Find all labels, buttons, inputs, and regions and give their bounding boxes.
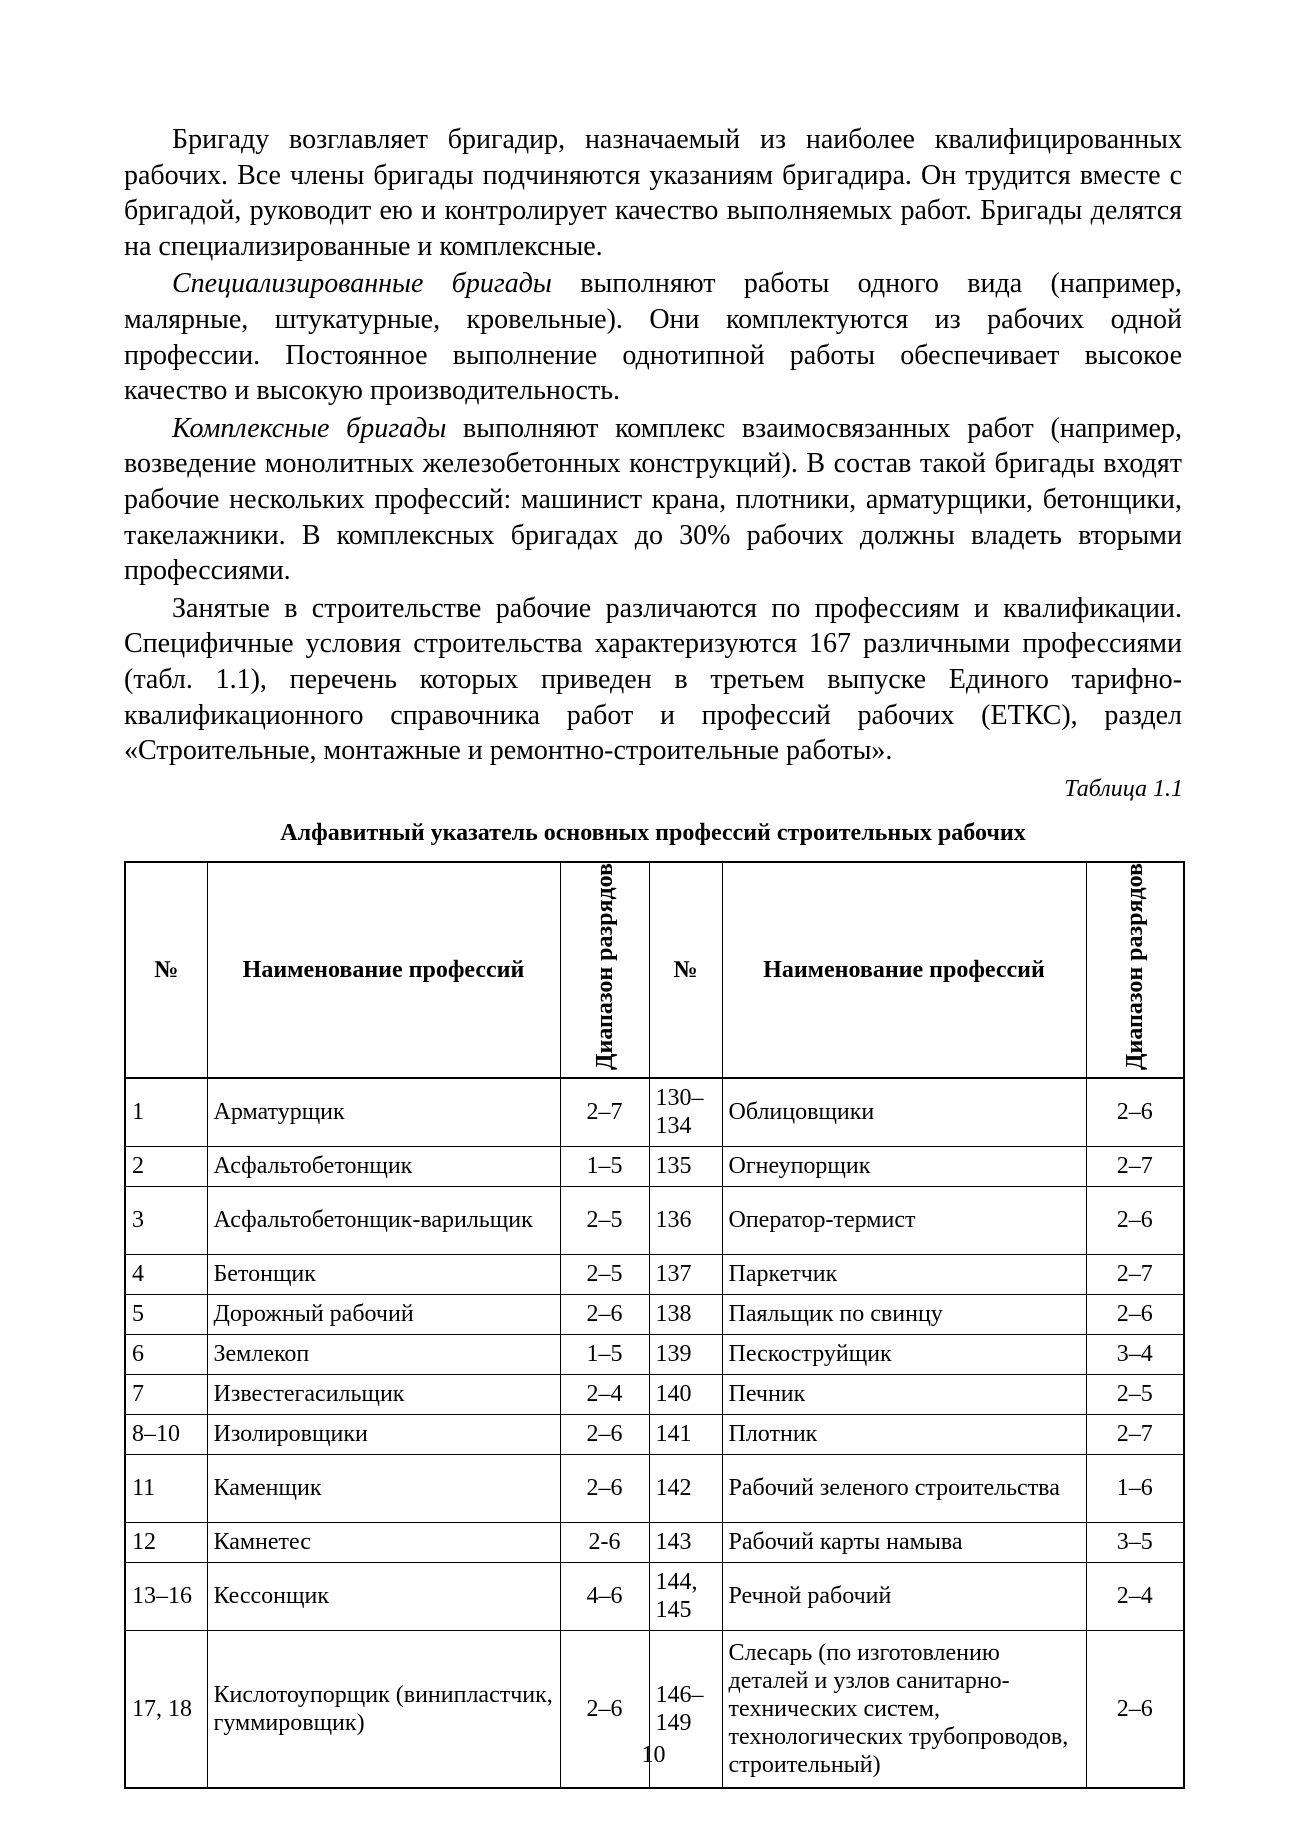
header-name-left: Наименование профессий xyxy=(207,862,560,1078)
table-row xyxy=(125,1078,1184,1146)
profession-name-right: Оператор-термист xyxy=(722,1186,1086,1254)
row-number-left: 13–16 xyxy=(125,1562,207,1630)
profession-name-left: Дорожный рабочий xyxy=(207,1294,560,1334)
row-number-right: 135 xyxy=(649,1146,722,1186)
grade-range-right: 2–6 xyxy=(1086,1294,1184,1334)
profession-name-left: Арматурщик xyxy=(207,1078,560,1146)
header-number-left: № xyxy=(125,862,207,1078)
row-number-left: 3 xyxy=(125,1186,207,1254)
grade-range-left: 2–6 xyxy=(560,1630,649,1788)
grade-range-left: 2–5 xyxy=(560,1254,649,1294)
profession-name-left: Камнетес xyxy=(207,1522,560,1562)
table-title: Алфавитный указатель основных профессий строительных рабочих xyxy=(280,820,1026,846)
profession-name-right: Паркетчик xyxy=(722,1254,1086,1294)
paragraph-1: Бригаду возглавляет бригадир, назначаемый из наиболее квалифицированных рабочих. Все члены бригады подчиняются указаниям бригадира. Он трудится вместе с бригадой, руководит ею и контролирует качество выполняемых работ. Бригады делятся на специализированные и комплексные. xyxy=(124,124,1182,262)
row-number-left: 7 xyxy=(125,1374,207,1414)
page-number: 10 xyxy=(641,1742,666,1768)
grade-range-left: 1–5 xyxy=(560,1334,649,1374)
table-row xyxy=(125,1146,1184,1186)
header-range-left xyxy=(560,862,649,1078)
profession-name-right: Плотник xyxy=(722,1414,1086,1454)
table-row xyxy=(125,1454,1184,1522)
grade-range-left: 2-6 xyxy=(560,1522,649,1562)
header-range-right xyxy=(1086,862,1184,1078)
profession-name-right: Речной рабочий xyxy=(722,1562,1086,1630)
grade-range-left: 1–5 xyxy=(560,1146,649,1186)
grade-range-right: 2–6 xyxy=(1086,1630,1184,1788)
grade-range-left: 2–6 xyxy=(560,1454,649,1522)
row-number-right: 130–134 xyxy=(649,1078,722,1146)
grade-range-left: 2–4 xyxy=(560,1374,649,1414)
header-name-right: Наименование профессий xyxy=(722,862,1086,1078)
paragraph-2-italic: Специализированные бригады xyxy=(172,268,552,300)
row-number-right: 141 xyxy=(649,1414,722,1454)
grade-range-left: 2–5 xyxy=(560,1186,649,1254)
profession-name-left: Кислотоупорщик (винипластчик, гуммировщик) xyxy=(207,1630,560,1788)
header-number-right: № xyxy=(649,862,722,1078)
profession-name-right: Рабочий зеленого строительства xyxy=(722,1454,1086,1522)
profession-name-left: Землекоп xyxy=(207,1334,560,1374)
row-number-right: 138 xyxy=(649,1294,722,1334)
body-text xyxy=(124,122,1182,769)
profession-name-right: Облицовщики xyxy=(722,1078,1086,1146)
profession-name-left: Асфальтобетонщик xyxy=(207,1146,560,1186)
row-number-left: 1 xyxy=(125,1078,207,1146)
table-row xyxy=(125,1294,1184,1334)
table-row xyxy=(125,1562,1184,1630)
grade-range-right: 2–6 xyxy=(1086,1186,1184,1254)
row-number-left: 12 xyxy=(125,1522,207,1562)
table-body xyxy=(125,1078,1184,1788)
grade-range-right: 2–6 xyxy=(1086,1078,1184,1146)
profession-name-right: Слесарь (по изготовлению деталей и узлов санитарно-технических систем, технологических трубопроводов, строительный) xyxy=(722,1630,1086,1788)
paragraph-3-italic: Комплексные бригады xyxy=(172,412,447,444)
grade-range-right: 2–7 xyxy=(1086,1146,1184,1186)
profession-name-left: Асфальтобетонщик-варильщик xyxy=(207,1186,560,1254)
table-row xyxy=(125,1186,1184,1254)
row-number-right: 143 xyxy=(649,1522,722,1562)
grade-range-right: 3–4 xyxy=(1086,1334,1184,1374)
profession-name-right: Огнеупорщик xyxy=(722,1146,1086,1186)
grade-range-right: 3–5 xyxy=(1086,1522,1184,1562)
grade-range-right: 2–4 xyxy=(1086,1562,1184,1630)
header-range-right-text: Диапазон разрядов xyxy=(1121,863,1148,1071)
row-number-right: 137 xyxy=(649,1254,722,1294)
profession-name-left: Известегасильщик xyxy=(207,1374,560,1414)
row-number-left: 8–10 xyxy=(125,1414,207,1454)
professions-table xyxy=(124,861,1185,1789)
profession-name-left: Каменщик xyxy=(207,1454,560,1522)
row-number-left: 17, 18 xyxy=(125,1630,207,1788)
profession-name-right: Пескоструйщик xyxy=(722,1334,1086,1374)
row-number-left: 5 xyxy=(125,1294,207,1334)
grade-range-left: 2–6 xyxy=(560,1294,649,1334)
profession-name-right: Печник xyxy=(722,1374,1086,1414)
row-number-right: 136 xyxy=(649,1186,722,1254)
profession-name-left: Кессонщик xyxy=(207,1562,560,1630)
row-number-left: 11 xyxy=(125,1454,207,1522)
row-number-right: 139 xyxy=(649,1334,722,1374)
row-number-left: 4 xyxy=(125,1254,207,1294)
profession-name-right: Рабочий карты намыва xyxy=(722,1522,1086,1562)
paragraph-3 xyxy=(124,411,1182,589)
profession-name-left: Бетонщик xyxy=(207,1254,560,1294)
paragraph-3-text: выполняют комплекс взаимосвязанных работ (например, возведение монолитных железобетонных конструкций). В состав такой бригады входят рабочие нескольких профессий: машинист крана, плотники, арматурщики, бетонщики, такелажники. В комплексных бригадах до 30% рабочих должны владеть вторыми профессиями. xyxy=(124,412,1182,587)
row-number-right: 144, 145 xyxy=(649,1562,722,1630)
grade-range-right: 2–7 xyxy=(1086,1254,1184,1294)
table-header-row xyxy=(125,862,1184,1078)
grade-range-right: 1–6 xyxy=(1086,1454,1184,1522)
table-row xyxy=(125,1414,1184,1454)
row-number-right: 146–149 xyxy=(649,1630,722,1788)
table-label: Таблица 1.1 xyxy=(1064,776,1183,802)
row-number-right: 140 xyxy=(649,1374,722,1414)
table-row xyxy=(125,1254,1184,1294)
table-row xyxy=(125,1334,1184,1374)
row-number-right: 142 xyxy=(649,1454,722,1522)
header-range-left-text: Диапазон разрядов xyxy=(591,863,618,1071)
profession-name-left: Изолировщики xyxy=(207,1414,560,1454)
grade-range-left: 4–6 xyxy=(560,1562,649,1630)
grade-range-left: 2–6 xyxy=(560,1414,649,1454)
grade-range-right: 2–7 xyxy=(1086,1414,1184,1454)
row-number-left: 2 xyxy=(125,1146,207,1186)
paragraph-4: Занятые в строительстве рабочие различаются по профессиям и квалификации. Специфичные условия строительства характеризуются 167 различными профессиями (табл. 1.1), перечень которых приведен в третьем выпуске Единого тарифно-квалификационного справочника работ и профессий рабочих (ЕТКС), раздел «Строительные, монтажные и ремонтно-строительные работы». xyxy=(124,592,1182,767)
paragraph-2-text: выполняют работы одного вида (например, малярные, штукатурные, кровельные). Они комплектуются из рабочих одной профессии. Постоянное выполнение однотипной работы обеспечивает высокое качество и высокую производительность. xyxy=(124,268,1182,407)
paragraph-2 xyxy=(124,266,1182,408)
grade-range-left: 2–7 xyxy=(560,1078,649,1146)
grade-range-right: 2–5 xyxy=(1086,1374,1184,1414)
profession-name-right: Паяльщик по свинцу xyxy=(722,1294,1086,1334)
table-row xyxy=(125,1374,1184,1414)
table-row xyxy=(125,1522,1184,1562)
row-number-left: 6 xyxy=(125,1334,207,1374)
